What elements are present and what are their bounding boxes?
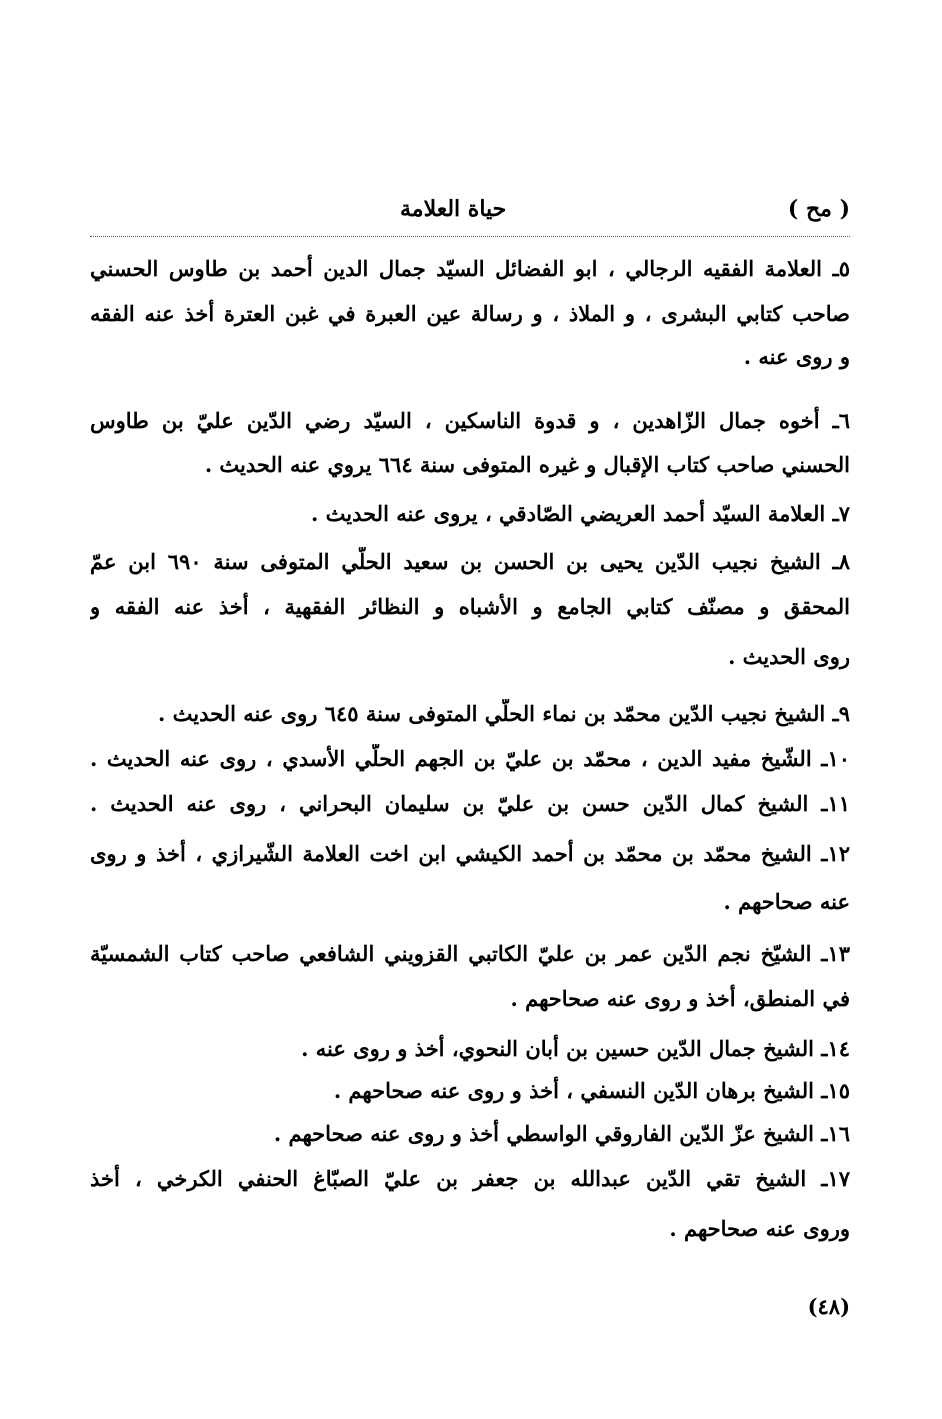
text-line: و روى عنه . <box>743 344 850 369</box>
text-line: ١٧ـ الشيخ تقي الدّين عبدالله بن جعفر بن عليّ الصبّاغ الحنفي الكرخي ، أخذ <box>90 1166 850 1191</box>
text-line: ١٦ـ الشيخ عزّ الدّين الفاروقي الواسطي أخذ و روى عنه صحاحهم . <box>273 1121 850 1146</box>
text-line: ٧ـ العلامة السيّد أحمد العريضي الصّادقي ، يروى عنه الحديث . <box>311 501 850 526</box>
text-line: ٦ـ أخوه جمال الزّاهدين ، و قدوة الناسكين ، السيّد رضي الدّين عليّ بن طاوس <box>90 408 850 433</box>
text-line: ١١ـ الشيخ كمال الدّين حسن بن عليّ بن سليمان البحراني ، روى عنه الحديث . <box>90 791 850 816</box>
text-line: في المنطق، أخذ و روى عنه صحاحهم . <box>510 986 850 1011</box>
text-line: روى الحديث . <box>728 644 850 669</box>
text-line: عنه صحاحهم . <box>723 889 850 914</box>
text-line: ١٥ـ الشيخ برهان الدّين النسفي ، أخذ و روى عنه صحاحهم . <box>333 1078 850 1103</box>
text-line: ١٠ـ الشّيخ مفيد الدين ، محمّد بن عليّ بن الجهم الحلّي الأسدي ، روى عنه الحديث . <box>90 746 850 771</box>
text-line: ١٢ـ الشيخ محمّد بن محمّد بن أحمد الكيشي ابن اخت العلامة الشّيرازي ، أخذ و روى <box>90 841 850 866</box>
text-line: ٩ـ الشيخ نجيب الدّين محمّد بن نماء الحلّي المتوفى سنة ٦٤٥ روى عنه الحديث . <box>158 701 850 726</box>
page-marker: ( مح ) <box>787 196 850 222</box>
text-line: صاحب كتابي البشرى ، و الملاذ ، و رسالة عين العبرة في غبن العترة أخذ عنه الفقه <box>90 301 850 326</box>
page-number: (٤٨) <box>807 1294 850 1319</box>
text-line: الحسني صاحب كتاب الإقبال و غيره المتوفى سنة ٦٦٤ يروي عنه الحديث . <box>204 452 850 477</box>
text-line: ٥ـ العلامة الفقيه الرجالي ، ابو الفضائل السيّد جمال الدين أحمد بن طاوس الحسني <box>90 256 850 281</box>
text-line: وروى عنه صحاحهم . <box>669 1216 850 1241</box>
running-title: حياة العلامة <box>400 196 507 222</box>
text-line: ١٤ـ الشيخ جمال الدّين حسين بن أبان النحوي، أخذ و روى عنه . <box>301 1036 850 1061</box>
text-line: المحقق و مصنّف كتابي الجامع و الأشباه و النظائر الفقهية ، أخذ عنه الفقه و <box>90 594 850 619</box>
text-line: ١٣ـ الشيّخ نجم الدّين عمر بن عليّ الكاتبي القزويني الشافعي صاحب كتاب الشمسيّة <box>90 941 850 966</box>
text-line: ٨ـ الشيخ نجيب الدّين يحيى بن الحسن بن سعيد الحلّي المتوفى سنة ٦٩٠ ابن عمّ <box>90 549 850 574</box>
header-divider <box>90 236 850 237</box>
